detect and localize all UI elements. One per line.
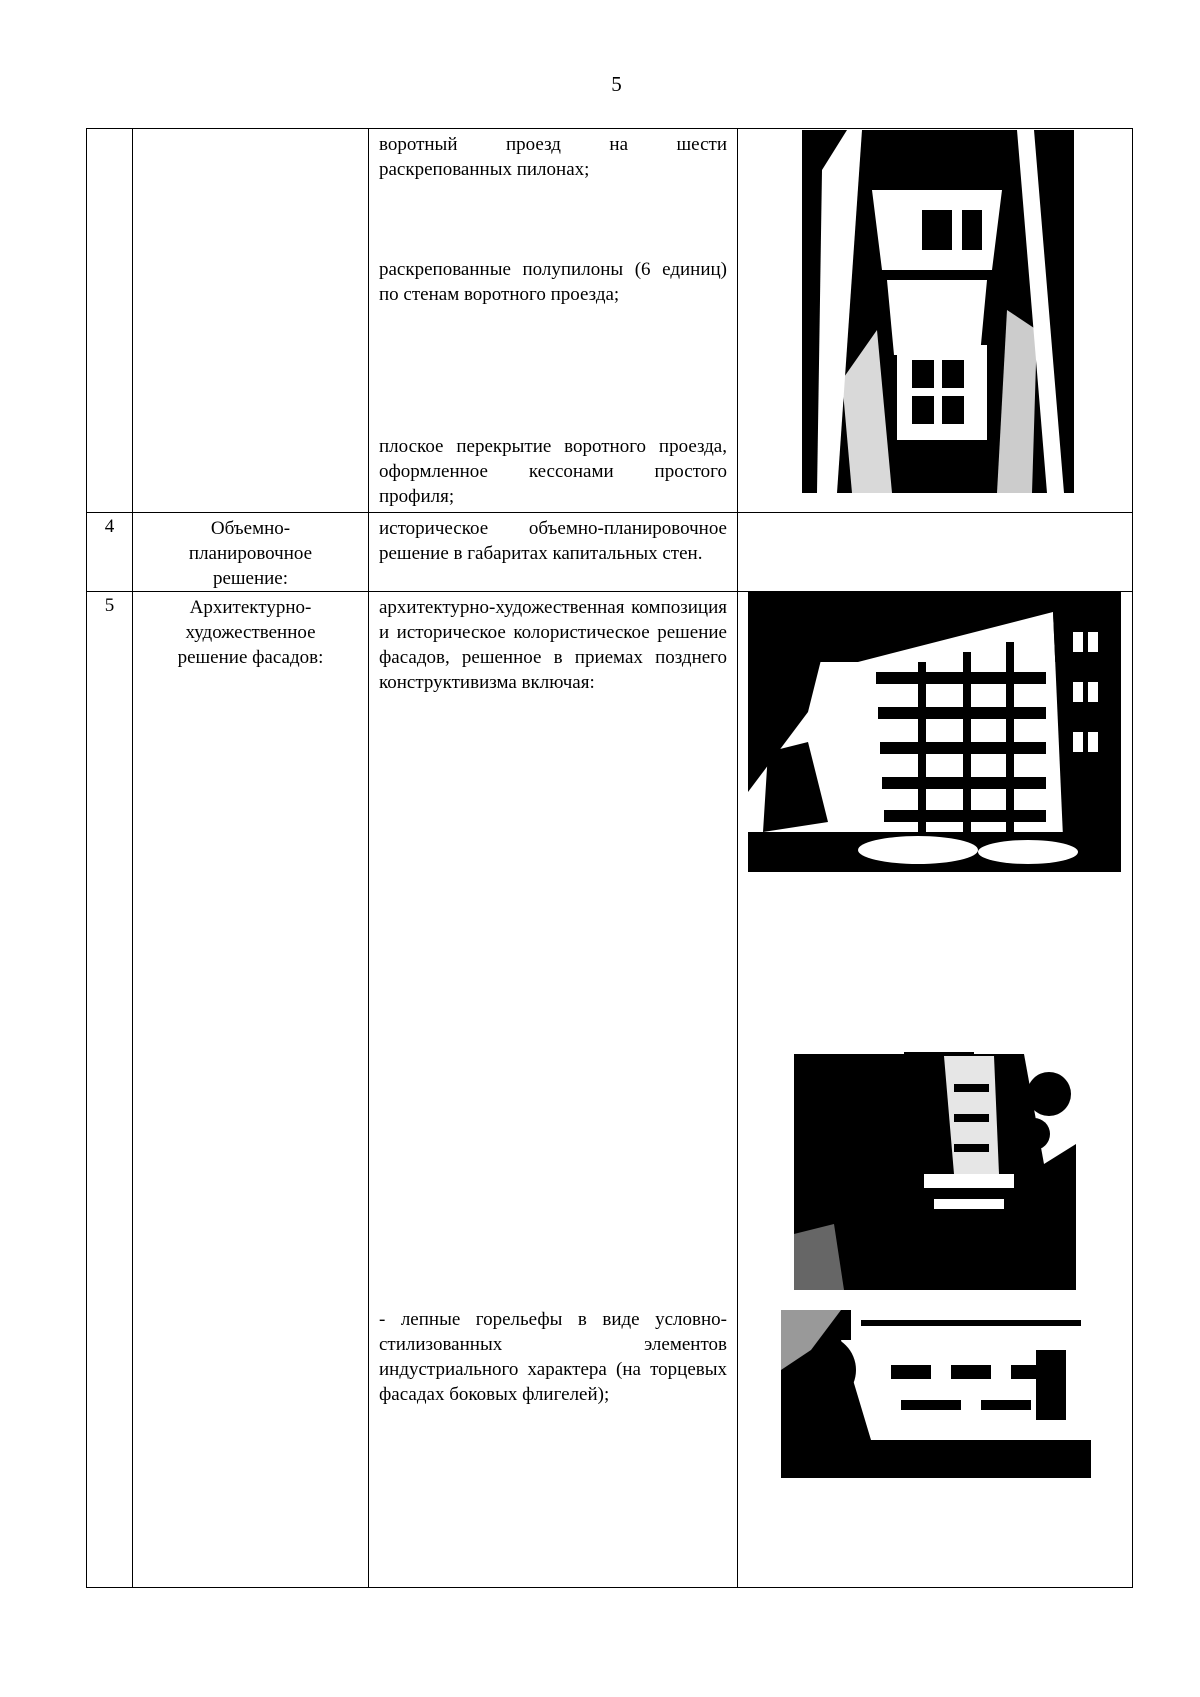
photo-cell xyxy=(738,129,1133,513)
side-wing-photo xyxy=(794,1034,1076,1290)
description-gate-passage: воротный проезд на шести раскрепованных пилонах; xyxy=(379,134,727,180)
description-flat-ceiling: плоское перекрытие воротного проезда, оформленное кессонами простого профиля; xyxy=(379,436,727,507)
element-description-cell xyxy=(369,592,738,1588)
element-name-cell: Архитектурно-художественное решение фасадов: xyxy=(133,592,369,1588)
photo-cell xyxy=(738,513,1133,592)
description-volume-planning: историческое объемно-планировочное решение в габаритах капитальных стен. xyxy=(379,518,727,564)
element-description-cell xyxy=(369,513,738,592)
description-facade-composition: архитектурно-художественная композиция и историческое колористическое решение фасадов, решенное в приемах позднего конструктивизма включая: xyxy=(379,597,727,693)
gate-passage-photo xyxy=(802,130,1074,493)
element-description-cell xyxy=(369,129,738,513)
row-number-cell: 5 xyxy=(87,592,133,1588)
element-name-cell: Объемно-планировочное решение: xyxy=(133,513,369,592)
table-row-continued xyxy=(87,129,1133,513)
photo-cell xyxy=(738,592,1133,1588)
row-number-cell: 4 xyxy=(87,513,133,592)
page-number: 5 xyxy=(611,72,622,96)
element-name-cell xyxy=(133,129,369,513)
table-row-4 xyxy=(87,513,1133,592)
row-number-cell xyxy=(87,129,133,513)
heritage-elements-table xyxy=(86,128,1133,1588)
description-high-reliefs: - лепные горельефы в виде условно-стилизованных элементов индустриального характера (на торцевых фасадах боковых флигелей); xyxy=(379,1309,727,1405)
description-half-pilasters: раскрепованные полупилоны (6 единиц) по стенам воротного проезда; xyxy=(379,259,727,305)
table-row-5 xyxy=(87,592,1133,1588)
relief-detail-photo xyxy=(781,1310,1091,1478)
main-facade-photo xyxy=(748,592,1121,872)
